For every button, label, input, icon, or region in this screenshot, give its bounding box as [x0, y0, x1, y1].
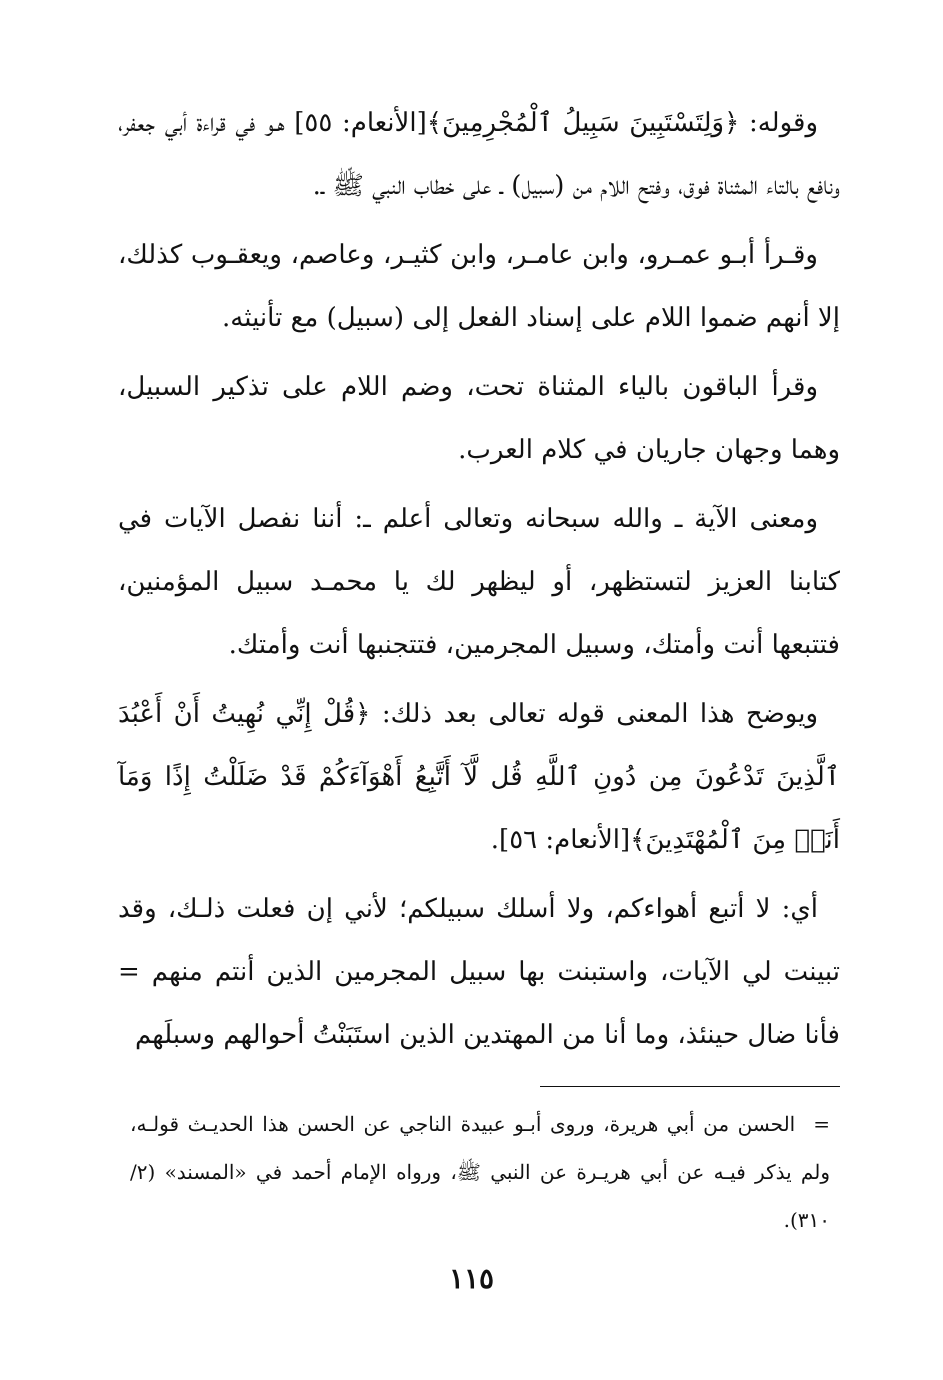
paragraph-2: وقـرأ أبـو عمـرو، وابن عامـر، وابن كثيـر، وعاصم، ويعقـوب كذلك، إلا أنهم ضموا اللام على إسناد الفعل إلى (سبيل) مع تأنيثه.: [118, 240, 840, 333]
footnote-text: الحسن من أبي هريرة، وروى أبـو عبيدة الناجي عن الحسن هذا الحديـث قولـه، ولم يذكر فيـه عن أبي هريـرة عن النبي ﷺ، ورواه الإمام أحمد في «المسند» (٢/ ٣١٠).: [130, 1112, 830, 1232]
paragraph-5: ويوضح هذا المعنى قوله تعالى بعد ذلك: ﴿قُلْ إِنِّي نُهِيتُ أَنْ أَعْبُدَ ٱلَّذِينَ تَدْعُونَ مِن دُونِ ٱللَّهِ قُل لَّآ أَتَّبِعُ أَهْوَآءَكُمْ قَدْ ضَلَلْتُ إِذًا وَمَآ أَنَا۠ مِنَ ٱلْمُهْتَدِينَ﴾[الأنعام: ٥٦].: [118, 699, 840, 855]
paragraph-6: أي: لا أتبع أهواءكم، ولا أسلك سبيلكم؛ لأني إن فعلت ذلـك، وقد تبينت لي الآيات، واستبنت بها سبيل المجرمين الذين أنتم منهم = فأنا ضال حينئذ، وما أنا من المهتدين الذين استَبَنْتُ أحوالهم وسبلَهم: [118, 894, 840, 1050]
page-number: ١١٥: [448, 1262, 495, 1295]
paragraph-1: وقوله: ﴿وَلِتَسْتَبِينَ سَبِيلُ ٱلْمُجْرِمِينَ﴾[الأنعام: ٥٥] هـو في قراءة أبي جعفر، ونافع بالتاء المثناة فوق، وفتح اللام من (سبيل) ـ على خطاب النبي ﷺ ـ.: [118, 108, 840, 201]
footnote-separator: [540, 1086, 840, 1087]
footnote: [130, 1100, 830, 1244]
main-text-block: [118, 92, 840, 1073]
footnote-continuation-marker: =: [813, 1112, 830, 1136]
paragraph-4: ومعنى الآية ـ والله سبحانه وتعالى أعلم ـ: أننا نفصل الآيات في كتابنا العزيز لتستظهر، أو ليظهر لك يا محمـد سبيل المؤمنين، فتتبعها أنت وأمتك، وسبيل المجرمين، فتتجنبها أنت وأمتك.: [118, 504, 840, 660]
paragraph-3: وقرأ الباقون بالياء المثناة تحت، وضم اللام على تذكير السبيل، وهما وجهان جاريان في كلام العرب.: [118, 372, 840, 465]
